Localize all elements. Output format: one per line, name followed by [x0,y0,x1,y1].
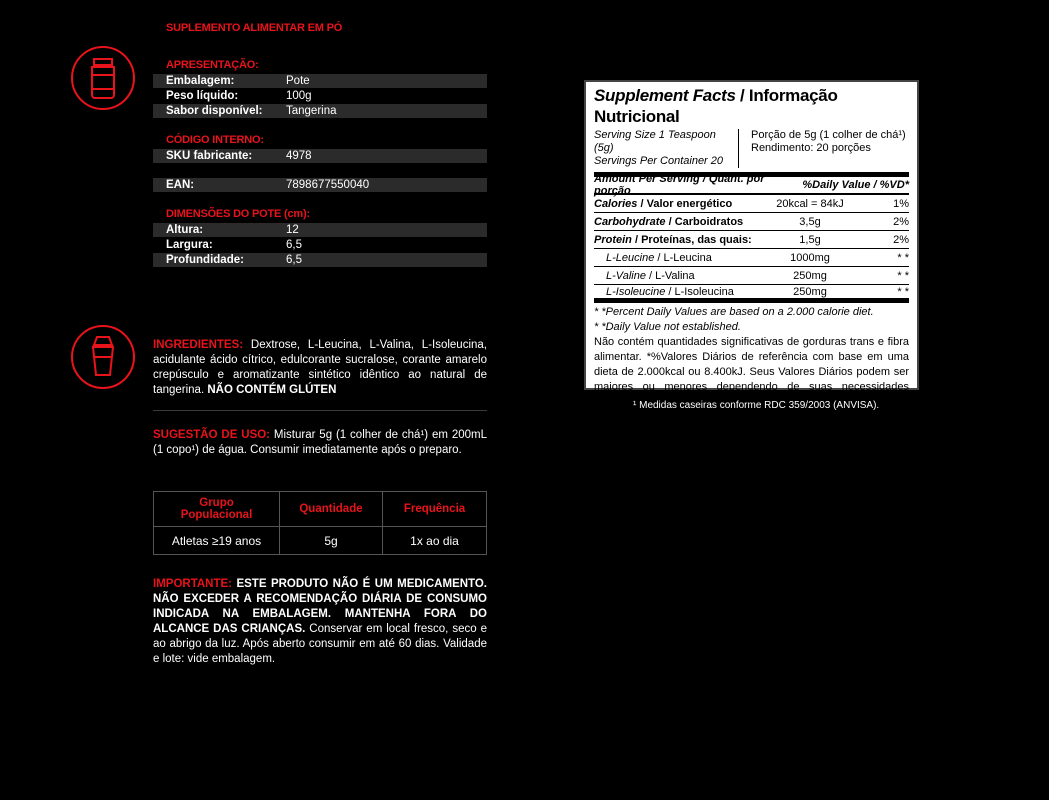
table-row [154,527,487,555]
facts-note: Não contém quantidades significativas de gorduras trans e fibra alimentar. *%Valores Diários de referência com base em uma dieta de 2.000kcal ou 8.400kJ. Seus Valores Diários podem ser maiores ou menores dependendo de suas necessidades energéticas. [594,336,909,408]
table-row: Carbohydrate / Carboidratos 3,5g 2% [594,213,909,231]
facts-header-row: Amount Per Serving / Quant. por porção %Daily Value / %VD* [594,173,909,197]
facts-serving: Serving Size 1 Teaspoon (5g) Servings Per Container 20 Porção de 5g (1 colher de chá¹) Rendimento: 20 porções [594,129,909,177]
facts-note: * *Percent Daily Values are based on a 2.000 calorie diet. [594,306,874,318]
dose-table [153,491,487,555]
presentation-heading: APRESENTAÇÃO: [166,59,259,71]
divider [153,410,487,411]
ingredients-text: INGREDIENTES: Dextrose, L-Leucina, L-Valina, L-Isoleucina, acidulante ácido cítrico, edulcorante sucralose, corante amarelo crepúsculo e aromatizante sintético idêntico ao natural de tangerina. NÃO CONTÉM GLÚTEN [153,339,487,396]
spec-row-peso: Peso líquido: 100g [166,90,312,102]
spec-row-profundidade: Profundidade: 6,5 [153,253,487,267]
facts-note: * *Daily Value not established. [594,321,741,333]
shaker-icon [71,325,135,389]
usage-text: SUGESTÃO DE USO: Misturar 5g (1 colher de chá¹) em 200mL (1 copo¹) de água. Consumir imediatamente após o preparo. [153,429,488,456]
dose-header-quantity: Quantidade [280,492,383,527]
dose-cell-quantity: 5g [280,527,383,555]
dose-header-group: Grupo Populacional [154,492,280,527]
footnote: ¹ Medidas caseiras conforme RDC 359/2003 (ANVISA). [633,400,880,411]
spec-row-largura: Largura: 6,5 [166,239,302,251]
code-heading: CÓDIGO INTERNO: [166,134,264,146]
spec-row-altura: Altura: 12 [153,223,487,237]
facts-title: Supplement Facts / Informação Nutricional [594,86,838,126]
table-row: Protein / Proteínas, das quais: 1,5g 2% [594,231,909,249]
spec-row-sabor: Sabor disponível: Tangerina [153,104,487,118]
spec-row-sku: SKU fabricante: 4978 [153,149,487,163]
facts-note: * *Valores Diários não estabelecidos. [594,411,775,423]
table-row: L-Isoleucine / L-Isoleucina 250mg * * [594,285,909,303]
dose-cell-frequency: 1x ao dia [383,527,487,555]
jar-icon [71,46,135,110]
spec-row-ean: EAN: 7898677550040 [153,178,487,192]
important-text: IMPORTANTE: ESTE PRODUTO NÃO É UM MEDICAMENTO. NÃO EXCEDER A RECOMENDAÇÃO DIÁRIA DE CONSUMO INDICADA NA EMBALAGEM. MANTENHA FORA DO ALCANCE DAS CRIANÇAS. Conservar em local fresco, seco e ao abrigo da luz. Após aberto consumir em até 60 dias. Validade e lote: vide embalagem. [153,578,487,665]
table-row: Calories / Valor energético 20kcal = 84kJ 1% [594,195,909,213]
spec-row-embalagem: Embalagem: Pote [153,74,487,88]
dose-header-frequency: Frequência [383,492,487,527]
dims-heading: DIMENSÕES DO POTE (cm): [166,208,310,220]
table-row: L-Valine / L-Valina 250mg * * [594,267,909,285]
dose-cell-group: Atletas ≥19 anos [154,527,280,555]
page-title: SUPLEMENTO ALIMENTAR EM PÓ [166,22,343,34]
table-row: L-Leucine / L-Leucina 1000mg * * [594,249,909,267]
